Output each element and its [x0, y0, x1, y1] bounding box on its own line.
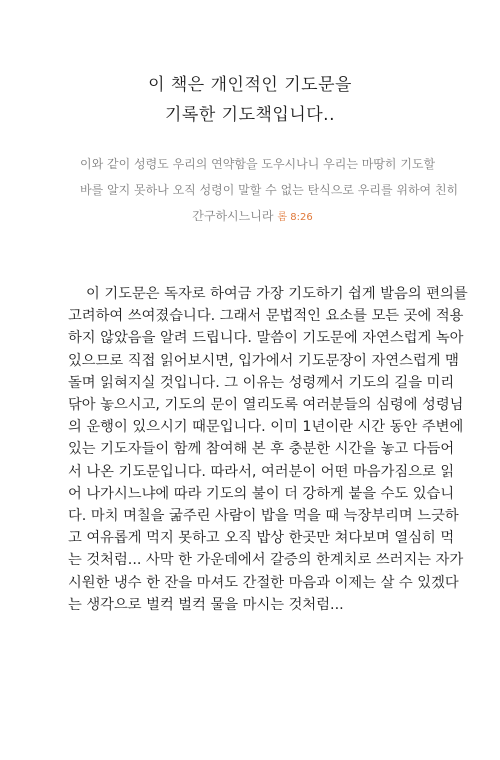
body-line: 고 여유롭게 먹지 못하고 오직 밥상 한곳만 쳐다보며 열심히 먹 [68, 530, 455, 547]
body-line: 돌며 읽혀지실 것입니다. 그 이유는 성령께서 기도의 길을 미리 [68, 374, 455, 391]
body-line: 어 나가시느냐에 따라 기도의 불이 더 강하게 붙을 수도 있습니 [68, 485, 455, 502]
body-line: 다. 마치 며칠을 굶주린 사람이 밥을 먹을 때 늑장부리며 느긋하 [68, 508, 459, 525]
body-line: 서 나온 기도문입니다. 따라서, 여러분이 어떤 마음가짐으로 읽 [68, 463, 455, 480]
verse-line-2: 바를 알지 못하나 오직 성령이 말할 수 없는 탄식으로 우리를 위하여 친히 [80, 183, 459, 197]
body-line: 는 것처럼... 사막 한 가운데에서 갈증의 한계치로 쓰러지는 자가 [68, 552, 464, 569]
body-paragraph [68, 283, 468, 616]
scripture-quote [80, 151, 459, 231]
body-line: 고려하여 쓰여졌습니다. 그래서 문법적인 요소를 모든 곳에 적용 [68, 308, 464, 325]
body-line: 시원한 냉수 한 잔을 마셔도 간절한 마음과 이제는 살 수 있겠다 [68, 574, 459, 591]
verse-line-3-text: 간구하시느니라 [192, 209, 274, 223]
verse-line-3 [80, 203, 425, 231]
body-line: 닦아 놓으시고, 기도의 문이 열리도록 여러분들의 심령에 성령님 [68, 397, 464, 414]
body-line: 있으므로 직접 읽어보시면, 입가에서 기도문장이 자연스럽게 맴 [68, 352, 459, 369]
body-line: 있는 기도자들이 함께 참여해 본 후 충분한 시간을 놓고 다듬어 [68, 441, 455, 458]
book-title [0, 70, 500, 130]
body-line: 는 생각으로 벌컥 벌컥 물을 마시는 것처럼... [68, 596, 344, 613]
body-line: 의 운행이 있으시기 때문입니다. 이미 1년이란 시간 동안 주변에 [68, 419, 464, 436]
verse-line-1: 이와 같이 성령도 우리의 연약함을 도우시나니 우리는 마땅히 기도할 [80, 157, 436, 171]
title-line-2: 기록한 기도책입니다.. [164, 105, 335, 125]
title-line-1: 이 책은 개인적인 기도문을 [148, 75, 352, 95]
scripture-reference: 롬 8:26 [277, 212, 313, 223]
body-line: 이 기도문은 독자로 하여금 가장 기도하기 쉽게 발음의 편의를 [86, 286, 468, 302]
body-line: 하지 않았음을 알려 드립니다. 말씀이 기도문에 자연스럽게 녹아 [68, 330, 464, 347]
